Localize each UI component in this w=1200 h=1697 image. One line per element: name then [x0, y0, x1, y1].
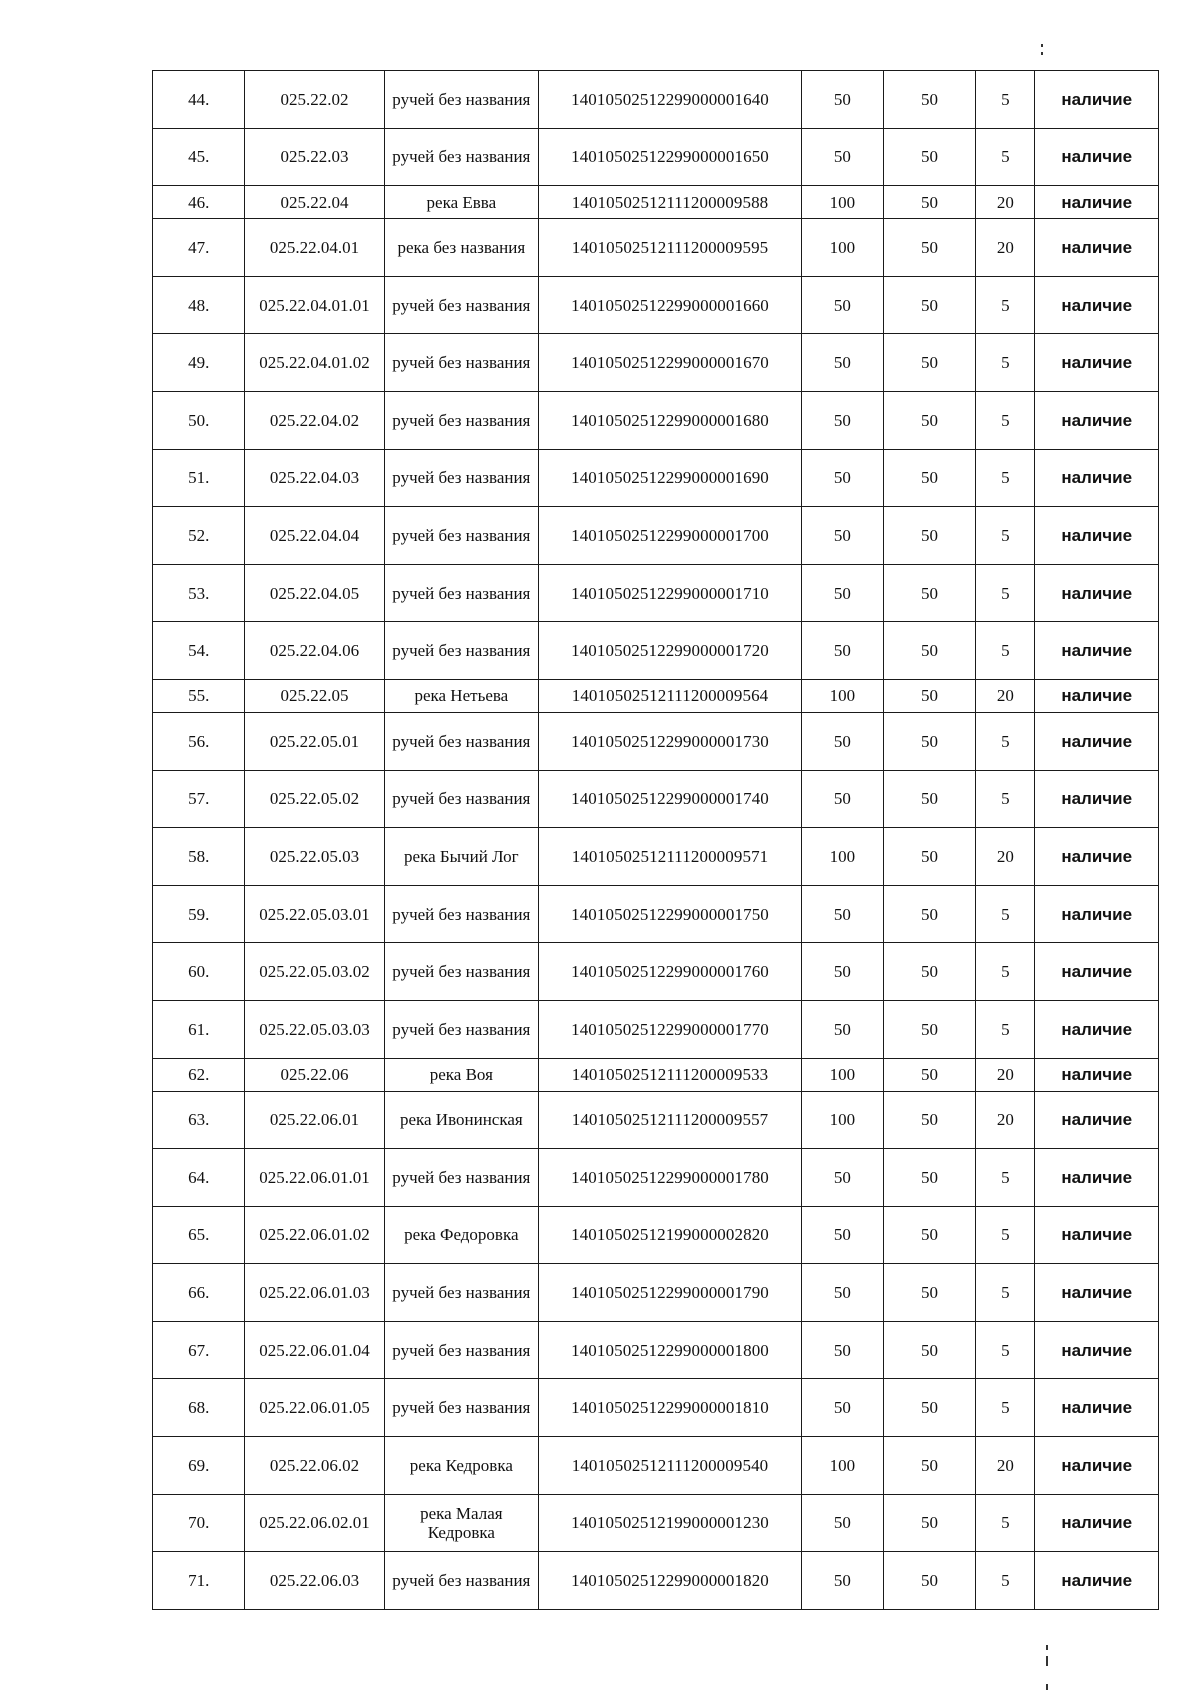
- value-c-cell: 5: [976, 1000, 1035, 1058]
- object-code-cell: 025.22.03: [245, 128, 384, 186]
- value-b-cell: 50: [883, 1437, 975, 1495]
- value-c-cell: 5: [976, 71, 1035, 129]
- row-number-cell: 46.: [153, 186, 245, 219]
- value-b-cell: 50: [883, 1000, 975, 1058]
- value-a-cell: 50: [801, 334, 883, 392]
- value-a-cell: 100: [801, 186, 883, 219]
- value-a-cell: 100: [801, 679, 883, 712]
- status-cell: наличие: [1035, 1149, 1159, 1207]
- row-number-cell: 65.: [153, 1206, 245, 1264]
- object-name-cell: ручей без названия: [384, 334, 539, 392]
- registry-id-cell: 14010502512299000001640: [539, 71, 802, 129]
- value-c-cell: 5: [976, 885, 1035, 943]
- object-name-cell: ручей без названия: [384, 1000, 539, 1058]
- scan-mark-bottom-3: [1046, 1684, 1048, 1690]
- registry-id-cell: 14010502512111200009571: [539, 828, 802, 886]
- object-code-cell: 025.22.06.01.01: [245, 1149, 384, 1207]
- value-c-cell: 5: [976, 449, 1035, 507]
- status-cell: наличие: [1035, 564, 1159, 622]
- row-number-cell: 59.: [153, 885, 245, 943]
- status-cell: наличие: [1035, 770, 1159, 828]
- row-number-cell: 54.: [153, 622, 245, 680]
- object-code-cell: 025.22.05.02: [245, 770, 384, 828]
- value-a-cell: 50: [801, 1206, 883, 1264]
- object-code-cell: 025.22.05.01: [245, 712, 384, 770]
- value-c-cell: 5: [976, 1149, 1035, 1207]
- status-cell: наличие: [1035, 1494, 1159, 1552]
- object-name-cell: ручей без названия: [384, 71, 539, 129]
- table-row: [153, 885, 1159, 943]
- value-c-cell: 5: [976, 1494, 1035, 1552]
- table-row: [153, 1552, 1159, 1610]
- value-c-cell: 5: [976, 391, 1035, 449]
- object-code-cell: 025.22.04.01.01: [245, 276, 384, 334]
- object-code-cell: 025.22.04.01: [245, 219, 384, 277]
- status-cell: наличие: [1035, 622, 1159, 680]
- value-b-cell: 50: [883, 128, 975, 186]
- value-b-cell: 50: [883, 186, 975, 219]
- table-body: [153, 71, 1159, 1610]
- object-code-cell: 025.22.06.02: [245, 1437, 384, 1495]
- value-a-cell: 100: [801, 219, 883, 277]
- object-code-cell: 025.22.05.03.02: [245, 943, 384, 1001]
- value-b-cell: 50: [883, 679, 975, 712]
- value-c-cell: 20: [976, 219, 1035, 277]
- object-name-cell: ручей без названия: [384, 622, 539, 680]
- object-code-cell: 025.22.06.01.04: [245, 1321, 384, 1379]
- table-row: [153, 1091, 1159, 1149]
- table-row: [153, 334, 1159, 392]
- value-a-cell: 50: [801, 943, 883, 1001]
- value-a-cell: 50: [801, 1552, 883, 1610]
- value-a-cell: 100: [801, 1437, 883, 1495]
- value-a-cell: 100: [801, 1058, 883, 1091]
- object-name-cell: ручей без названия: [384, 770, 539, 828]
- registry-id-cell: 14010502512111200009588: [539, 186, 802, 219]
- object-name-cell: ручей без названия: [384, 1264, 539, 1322]
- value-b-cell: 50: [883, 564, 975, 622]
- object-name-cell: река без названия: [384, 219, 539, 277]
- object-name-cell: река Кедровка: [384, 1437, 539, 1495]
- value-a-cell: 50: [801, 622, 883, 680]
- object-code-cell: 025.22.04.02: [245, 391, 384, 449]
- row-number-cell: 61.: [153, 1000, 245, 1058]
- row-number-cell: 56.: [153, 712, 245, 770]
- value-a-cell: 50: [801, 391, 883, 449]
- object-name-cell: ручей без названия: [384, 712, 539, 770]
- object-name-cell: ручей без названия: [384, 943, 539, 1001]
- registry-id-cell: 14010502512299000001650: [539, 128, 802, 186]
- status-cell: наличие: [1035, 219, 1159, 277]
- row-number-cell: 66.: [153, 1264, 245, 1322]
- scan-mark-bottom-2: [1046, 1656, 1048, 1666]
- registry-id-cell: 14010502512299000001710: [539, 564, 802, 622]
- value-a-cell: 50: [801, 712, 883, 770]
- table-row: [153, 828, 1159, 886]
- status-cell: наличие: [1035, 712, 1159, 770]
- table-row: [153, 186, 1159, 219]
- table-row: [153, 449, 1159, 507]
- object-name-cell: ручей без названия: [384, 449, 539, 507]
- value-b-cell: 50: [883, 712, 975, 770]
- value-a-cell: 50: [801, 770, 883, 828]
- value-a-cell: 50: [801, 1000, 883, 1058]
- value-a-cell: 50: [801, 128, 883, 186]
- value-b-cell: 50: [883, 449, 975, 507]
- row-number-cell: 60.: [153, 943, 245, 1001]
- object-code-cell: 025.22.06.01.05: [245, 1379, 384, 1437]
- value-a-cell: 50: [801, 71, 883, 129]
- status-cell: наличие: [1035, 1091, 1159, 1149]
- registry-id-cell: 14010502512299000001750: [539, 885, 802, 943]
- value-a-cell: 50: [801, 885, 883, 943]
- registry-id-cell: 14010502512299000001770: [539, 1000, 802, 1058]
- value-c-cell: 5: [976, 507, 1035, 565]
- value-b-cell: 50: [883, 219, 975, 277]
- value-a-cell: 100: [801, 1091, 883, 1149]
- table-row: [153, 770, 1159, 828]
- status-cell: наличие: [1035, 391, 1159, 449]
- table-row: [153, 1149, 1159, 1207]
- registry-id-cell: 14010502512299000001740: [539, 770, 802, 828]
- table-row: [153, 1494, 1159, 1552]
- value-c-cell: 20: [976, 186, 1035, 219]
- registry-id-cell: 14010502512299000001810: [539, 1379, 802, 1437]
- object-code-cell: 025.22.05: [245, 679, 384, 712]
- object-name-cell: река Бычий Лог: [384, 828, 539, 886]
- object-code-cell: 025.22.04.06: [245, 622, 384, 680]
- registry-id-cell: 14010502512299000001790: [539, 1264, 802, 1322]
- table-row: [153, 1321, 1159, 1379]
- object-name-cell: река Воя: [384, 1058, 539, 1091]
- row-number-cell: 68.: [153, 1379, 245, 1437]
- value-c-cell: 5: [976, 1264, 1035, 1322]
- value-a-cell: 100: [801, 828, 883, 886]
- object-code-cell: 025.22.02: [245, 71, 384, 129]
- row-number-cell: 57.: [153, 770, 245, 828]
- object-code-cell: 025.22.04.04: [245, 507, 384, 565]
- object-name-cell: ручей без названия: [384, 1321, 539, 1379]
- object-code-cell: 025.22.06.03: [245, 1552, 384, 1610]
- value-c-cell: 5: [976, 1206, 1035, 1264]
- row-number-cell: 47.: [153, 219, 245, 277]
- value-b-cell: 50: [883, 276, 975, 334]
- table-row: [153, 622, 1159, 680]
- registry-id-cell: 14010502512299000001800: [539, 1321, 802, 1379]
- value-b-cell: 50: [883, 943, 975, 1001]
- value-b-cell: 50: [883, 1091, 975, 1149]
- status-cell: наличие: [1035, 1000, 1159, 1058]
- status-cell: наличие: [1035, 128, 1159, 186]
- status-cell: наличие: [1035, 1264, 1159, 1322]
- object-name-cell: ручей без названия: [384, 276, 539, 334]
- value-a-cell: 50: [801, 1321, 883, 1379]
- row-number-cell: 55.: [153, 679, 245, 712]
- value-c-cell: 5: [976, 564, 1035, 622]
- registry-id-cell: 14010502512111200009540: [539, 1437, 802, 1495]
- object-code-cell: 025.22.04.01.02: [245, 334, 384, 392]
- object-name-cell: ручей без названия: [384, 885, 539, 943]
- status-cell: наличие: [1035, 885, 1159, 943]
- value-a-cell: 50: [801, 1379, 883, 1437]
- registry-id-cell: 14010502512111200009564: [539, 679, 802, 712]
- object-code-cell: 025.22.06: [245, 1058, 384, 1091]
- value-c-cell: 5: [976, 1552, 1035, 1610]
- status-cell: наличие: [1035, 1379, 1159, 1437]
- table-row: [153, 507, 1159, 565]
- registry-id-cell: 14010502512299000001700: [539, 507, 802, 565]
- value-c-cell: 20: [976, 1437, 1035, 1495]
- value-b-cell: 50: [883, 334, 975, 392]
- value-b-cell: 50: [883, 1149, 975, 1207]
- row-number-cell: 48.: [153, 276, 245, 334]
- table-row: [153, 128, 1159, 186]
- object-code-cell: 025.22.06.01: [245, 1091, 384, 1149]
- registry-id-cell: 14010502512299000001660: [539, 276, 802, 334]
- object-code-cell: 025.22.06.02.01: [245, 1494, 384, 1552]
- registry-id-cell: 14010502512299000001730: [539, 712, 802, 770]
- value-b-cell: 50: [883, 71, 975, 129]
- registry-id-cell: 14010502512299000001820: [539, 1552, 802, 1610]
- table-row: [153, 564, 1159, 622]
- status-cell: наличие: [1035, 828, 1159, 886]
- row-number-cell: 67.: [153, 1321, 245, 1379]
- row-number-cell: 62.: [153, 1058, 245, 1091]
- status-cell: наличие: [1035, 1321, 1159, 1379]
- status-cell: наличие: [1035, 1206, 1159, 1264]
- value-c-cell: 5: [976, 770, 1035, 828]
- object-code-cell: 025.22.05.03.01: [245, 885, 384, 943]
- table-row: [153, 1058, 1159, 1091]
- registry-id-cell: 14010502512199000002820: [539, 1206, 802, 1264]
- value-b-cell: 50: [883, 1058, 975, 1091]
- object-code-cell: 025.22.06.01.03: [245, 1264, 384, 1322]
- object-code-cell: 025.22.05.03.03: [245, 1000, 384, 1058]
- scan-mark-bottom: [1046, 1645, 1048, 1650]
- table-row: [153, 943, 1159, 1001]
- object-name-cell: ручей без названия: [384, 128, 539, 186]
- row-number-cell: 51.: [153, 449, 245, 507]
- row-number-cell: 64.: [153, 1149, 245, 1207]
- value-c-cell: 5: [976, 334, 1035, 392]
- value-b-cell: 50: [883, 828, 975, 886]
- value-b-cell: 50: [883, 507, 975, 565]
- registry-id-cell: 14010502512299000001690: [539, 449, 802, 507]
- value-b-cell: 50: [883, 391, 975, 449]
- registry-id-cell: 14010502512299000001720: [539, 622, 802, 680]
- value-c-cell: 20: [976, 679, 1035, 712]
- registry-id-cell: 14010502512299000001670: [539, 334, 802, 392]
- row-number-cell: 44.: [153, 71, 245, 129]
- object-name-cell: река Нетьева: [384, 679, 539, 712]
- value-c-cell: 5: [976, 943, 1035, 1001]
- object-name-cell: ручей без названия: [384, 391, 539, 449]
- value-b-cell: 50: [883, 1494, 975, 1552]
- object-code-cell: 025.22.04: [245, 186, 384, 219]
- object-name-cell: река Евва: [384, 186, 539, 219]
- object-name-cell: ручей без названия: [384, 507, 539, 565]
- table-row: [153, 276, 1159, 334]
- object-name-cell: ручей без названия: [384, 1379, 539, 1437]
- object-code-cell: 025.22.04.05: [245, 564, 384, 622]
- value-a-cell: 50: [801, 1264, 883, 1322]
- value-b-cell: 50: [883, 622, 975, 680]
- value-b-cell: 50: [883, 1206, 975, 1264]
- object-code-cell: 025.22.05.03: [245, 828, 384, 886]
- row-number-cell: 69.: [153, 1437, 245, 1495]
- value-c-cell: 5: [976, 128, 1035, 186]
- registry-id-cell: 14010502512111200009533: [539, 1058, 802, 1091]
- row-number-cell: 49.: [153, 334, 245, 392]
- status-cell: наличие: [1035, 943, 1159, 1001]
- value-a-cell: 50: [801, 276, 883, 334]
- value-c-cell: 5: [976, 622, 1035, 680]
- object-name-cell: река Малая Кедровка: [384, 1494, 539, 1552]
- row-number-cell: 45.: [153, 128, 245, 186]
- value-a-cell: 50: [801, 1149, 883, 1207]
- status-cell: наличие: [1035, 679, 1159, 712]
- value-a-cell: 50: [801, 449, 883, 507]
- status-cell: наличие: [1035, 334, 1159, 392]
- value-c-cell: 5: [976, 276, 1035, 334]
- status-cell: наличие: [1035, 186, 1159, 219]
- row-number-cell: 63.: [153, 1091, 245, 1149]
- status-cell: наличие: [1035, 1437, 1159, 1495]
- object-name-cell: ручей без названия: [384, 1552, 539, 1610]
- row-number-cell: 53.: [153, 564, 245, 622]
- object-name-cell: ручей без названия: [384, 1149, 539, 1207]
- row-number-cell: 71.: [153, 1552, 245, 1610]
- status-cell: наличие: [1035, 449, 1159, 507]
- object-code-cell: 025.22.04.03: [245, 449, 384, 507]
- registry-id-cell: 14010502512299000001760: [539, 943, 802, 1001]
- value-b-cell: 50: [883, 1379, 975, 1437]
- registry-id-cell: 14010502512299000001780: [539, 1149, 802, 1207]
- status-cell: наличие: [1035, 1058, 1159, 1091]
- registry-id-cell: 14010502512111200009595: [539, 219, 802, 277]
- table-row: [153, 679, 1159, 712]
- registry-id-cell: 14010502512299000001680: [539, 391, 802, 449]
- status-cell: наличие: [1035, 1552, 1159, 1610]
- value-c-cell: 20: [976, 1091, 1035, 1149]
- value-c-cell: 20: [976, 828, 1035, 886]
- object-name-cell: река Ивонинская: [384, 1091, 539, 1149]
- value-b-cell: 50: [883, 770, 975, 828]
- status-cell: наличие: [1035, 507, 1159, 565]
- registry-id-cell: 14010502512111200009557: [539, 1091, 802, 1149]
- value-b-cell: 50: [883, 1264, 975, 1322]
- value-a-cell: 50: [801, 1494, 883, 1552]
- value-c-cell: 5: [976, 1379, 1035, 1437]
- value-c-cell: 5: [976, 712, 1035, 770]
- table-row: [153, 712, 1159, 770]
- row-number-cell: 58.: [153, 828, 245, 886]
- row-number-cell: 50.: [153, 391, 245, 449]
- registry-id-cell: 14010502512199000001230: [539, 1494, 802, 1552]
- status-cell: наличие: [1035, 71, 1159, 129]
- table-row: [153, 71, 1159, 129]
- table-row: [153, 1000, 1159, 1058]
- table-row: [153, 1437, 1159, 1495]
- value-a-cell: 50: [801, 564, 883, 622]
- scan-mark-top: [1041, 44, 1043, 47]
- value-b-cell: 50: [883, 885, 975, 943]
- scan-mark-top-2: [1041, 52, 1043, 55]
- status-cell: наличие: [1035, 276, 1159, 334]
- value-c-cell: 20: [976, 1058, 1035, 1091]
- value-c-cell: 5: [976, 1321, 1035, 1379]
- value-b-cell: 50: [883, 1321, 975, 1379]
- table-row: [153, 219, 1159, 277]
- row-number-cell: 70.: [153, 1494, 245, 1552]
- value-a-cell: 50: [801, 507, 883, 565]
- table-row: [153, 391, 1159, 449]
- table-row: [153, 1379, 1159, 1437]
- object-name-cell: река Федоровка: [384, 1206, 539, 1264]
- table-row: [153, 1264, 1159, 1322]
- object-code-cell: 025.22.06.01.02: [245, 1206, 384, 1264]
- object-name-cell: ручей без названия: [384, 564, 539, 622]
- value-b-cell: 50: [883, 1552, 975, 1610]
- table-row: [153, 1206, 1159, 1264]
- water-objects-table: [152, 70, 1159, 1610]
- row-number-cell: 52.: [153, 507, 245, 565]
